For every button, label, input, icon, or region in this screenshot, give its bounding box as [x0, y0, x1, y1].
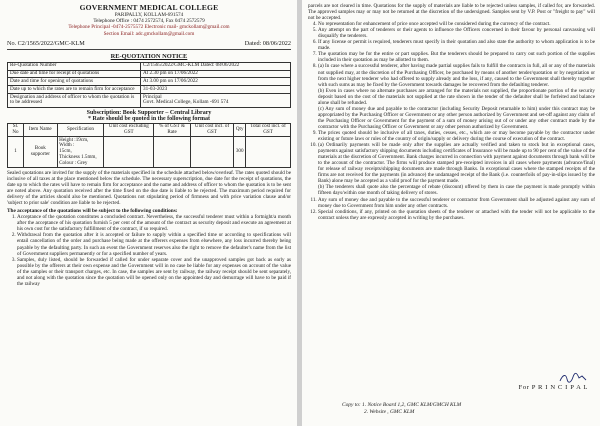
info-label: Due date and time for receipt of quotations — [8, 70, 141, 78]
condition-item — [17, 257, 291, 287]
condition-item — [318, 63, 595, 130]
info-label: Designation and address of officer to whom the quotation is to be addressed — [8, 94, 141, 108]
quotation-info-table — [7, 62, 291, 108]
rate-format-line: * Rate should be quoted in the following format — [87, 115, 210, 122]
column-header: Total cost incl. of GST — [246, 123, 291, 136]
condition-item — [318, 51, 595, 63]
column-header: Qty — [234, 123, 246, 136]
cell-unit-cost-excl — [104, 137, 154, 168]
copy-to-line-2: 2. Website , GMC KLM — [364, 408, 415, 415]
cell-total-cost — [246, 137, 291, 168]
copy-to-block — [342, 402, 461, 415]
condition-text: (b) The tenderers shall quote also the percentage of rebate (discount) offered by them in case the payment is made promptly within fifteen days/within one month of taking delivery of stores. — [318, 184, 595, 197]
supply-line: Subscription: Book Supporter – Central Library — [86, 109, 212, 116]
column-header: % of GST & Rate — [154, 123, 190, 136]
info-row — [8, 86, 291, 94]
condition-text: 2. Withdrawal from the quotation after it is accepted or failure to supply within a specified time or according to specifications will entail cancellation of the order and purchase being made at the offerers expenses from elsewhere, any loss incurred thereby being payable by the defaulting party. In such an event the Government reserves also the right to remove the defaulter's name from the list of Government suppliers permanently or for a specified number of years. — [17, 232, 291, 257]
samples-continued-paragraph: parcels are not cleared in time. Quotations for the supply of materials are liable to be rejected unless samples, if called for, are forwarded. The approved samples may or may not be returned at the discretion of the undersigned. Samples sent by V.P. Post or "freight to pay" will not be accepted. — [308, 3, 595, 22]
info-label: Date up to which the rates are to remain firm for acceptance — [8, 86, 141, 94]
signature-scrawl — [558, 372, 588, 384]
telephone-principal: Telephone Principal -0474-2575572 Electronic mail- gmckollam@gmail.com — [68, 24, 230, 31]
item-row — [8, 137, 291, 168]
info-value: 31-03-2023 — [141, 86, 291, 94]
footer — [302, 366, 600, 426]
condition-text: 7. The quotation may be for the entire or part supplies. But the tenderers should be prepared to carry out such portion of the supplies included in their quotation as may be allotted to them. — [318, 51, 595, 64]
intro-paragraph: Sealed quotations are invited for the supply of the materials specified in the schedule attached below/overleaf. The rates quoted should be inclusive of all taxes at the place mentioned below the schedule. The necessary superscription, due date for the receipt of quotations, the date up to which the rates will have to remain firm for acceptance and the name and address of officer to whom the quotation is to be sent are noted above. Any quotation received after the time fixed on the due date is liable to be rejected. The maximum period required for delivery of the articles should also be mentioned. Quotations not stipulating period of firmness and with price variation clause and/or 'subject to prior sale' condition are liable to be rejected. — [7, 170, 291, 207]
condition-text: 6. If any license or permit is required, tenderers must specify in their quotation and also state the authority to whom application is to be made. — [318, 39, 595, 52]
info-value: At 2.30 pm on 17/06/2022 — [141, 70, 291, 78]
spec-line: Thickness 1.5mm, — [59, 153, 97, 160]
reference-row — [7, 40, 291, 50]
college-address: PARIPALLY, KOLLAM-691574 — [114, 12, 184, 18]
conditions-list-left — [7, 214, 291, 287]
condition-item — [318, 130, 595, 142]
cell-gst-rate — [154, 137, 190, 168]
condition-text: 10. (a) Ordinarily payments will be made only after the supplies are actually verified and taken to stock but in exceptional cases, payments against satisfactory shipping documents including certificates of Insurance will be made up to 90 per cent of the value of the materials at the discretion of Government. Bank charges incurred in connection with payment against documents through bank will be to the account of the contractor. The firms will produce stamped pre-receipted invoices in all cases where payments (advance/final) for release of railway receipts/shipping documents are made through Banks. In exceptional cases where the stamped receipts of the firms are not received for the payments (in advance) the undamaged receipt of the Bank (i.e. counterfoils of pay-in-slips issued by the Bank) alone may be accepted as a valid proof for the payment made. — [318, 142, 595, 185]
notice-title: RE-QUOTATION NOTICE — [110, 52, 188, 60]
info-value: C2/1565/2022/GMC-KLM Dated: 08/06/2022 — [141, 62, 291, 70]
column-header: Unit cost excluding GST — [104, 123, 154, 136]
telephone-office: Telephone Office : 0474 2572574, Fax 0474 2572579 — [93, 18, 205, 25]
condition-item — [318, 27, 595, 39]
signature-block — [519, 372, 588, 391]
conditions-list-right — [308, 21, 595, 221]
signature-designation: For P R I N C I P A L — [518, 384, 588, 391]
column-header: Item Name — [23, 123, 57, 136]
condition-text: 8. (a) In case where a successful tenderer, after having made partial supplies fails to fulfill the contracts in full, all or any of the materials not supplied may, at the discretion of the Purchasing Officer, be purchased by means of another tender/quotation or by negotiation or from the next higher tenderer who had offered to supply already and the loss, if any, caused to the Government shall thereby together with such sums as may be fixed by the Government towards damages be recovered from the defaulting tenderer. — [318, 63, 595, 88]
conditions-heading: The acceptance of the quotations will be subject to the following conditions: — [7, 208, 178, 215]
condition-text: (b) Even in cases where no alternate purchases are arranged for the materials not supplied, the proportionate portion of the security deposit based on the cost of the materials not supplied at the rate shown in the tender of the defaulter shall be forfeited and balance alone shall be refunded. — [318, 87, 595, 106]
spec-line: Height :19cm, Width : — [59, 136, 89, 149]
condition-item — [17, 214, 291, 232]
issue-date: Dated: 08/06/2022 — [244, 39, 291, 47]
info-row — [8, 94, 291, 108]
cell-specification — [57, 137, 104, 168]
file-number: No. C2/1565/2022/GMC-KLM — [7, 39, 85, 47]
info-row — [8, 70, 291, 78]
condition-text: 9. The prices quoted should be inclusive of all taxes, duties, cesses, etc., which are or may become payable by the contractor under existing or future laws or rules of the country of origin/supply or delivery during the course of execution of the contract. — [318, 129, 595, 143]
condition-text: 3. Samples, duly listed, should be forwarded if called for under separate cover and the unapproved samples got back as early as possible by the offerers at their own expense and the Government will in no case be liable for any expenses on account of the value of the samples or their transport charges, etc. In case, the samples are sent by railway, the railway receipt should be sent separately, and not along with the quotation since the quotation will be opened only on the appointed day and demurrage will have to be paid if the railway — [17, 256, 291, 287]
cell-item-name: Book supporter — [23, 137, 57, 168]
column-header: Specification — [57, 123, 104, 136]
cell-qty: 300 — [234, 137, 246, 168]
info-row — [8, 78, 291, 86]
info-value: At 3.00 pm on 17/06/2022 — [141, 78, 291, 86]
condition-item — [17, 232, 291, 256]
document-page-1 — [0, 0, 297, 426]
condition-item — [318, 209, 595, 221]
condition-item — [318, 197, 595, 209]
spec-line: 15cm, — [59, 148, 72, 155]
info-value: Principal Govt. Medical College, Kollam -691 574 — [141, 94, 291, 108]
condition-text: 12. Special conditions, if any, printed on the quotation sheets of the tenderer or attached with the tender will not be applicable to the contract unless they are expressly accepted in writing by the purchases. — [318, 208, 595, 221]
document-page-2 — [302, 0, 600, 426]
column-header: Sl. No — [8, 123, 24, 136]
items-table — [7, 123, 291, 168]
condition-text: 4. No representation for enhancement of price once accepted will be considered during the currency of the contract. — [318, 21, 551, 28]
column-header: Unit cost incl. of GST — [190, 123, 234, 136]
condition-item — [318, 39, 595, 51]
condition-text: 11. Any sum of money due and payable to the successful tenderer or contractor from Government shall be adjusted against any sum of money due to Government from him under any other contracts. — [318, 196, 595, 209]
condition-item — [318, 142, 595, 196]
condition-text: (c) Any sum of money due and payable to the contractor (including Security Deposit returnable to him) under this contract may be appropriated by the Purchasing Officer or Government or any other person authorized by Government and set-off against any claim of the Purchasing Officer or Government for the payment of a sum of money arising out of or under any other contract made by the contractor with the Purchasing Officer or Government or any other person authorized by Government. — [318, 105, 595, 130]
cell-sl-no: 1 — [8, 137, 24, 168]
info-label: Date and time for opening of quotations — [8, 78, 141, 86]
condition-text: 1. Acceptance of the quotation constitutes a concluded contract. Nevertheless, the successful tenderer must within a fortnight/a month after the acceptance of his quotation furnish 5 per cent of the amount of the contract as security deposit and execute an agreement at his own cost for the satisfactory fulfillment of the contract, if so required. — [17, 214, 291, 233]
condition-text: 5. Any attempt on the part of tenderers or their agents to influence the Officers concerned in their favour by personal canvassing will disqualify the tenderers. — [318, 27, 595, 40]
college-name: GOVERNMENT MEDICAL COLLEGE — [79, 3, 219, 12]
section-email: Section Email: adc.gmckollam@gmail.com — [103, 30, 195, 37]
letterhead — [7, 3, 291, 37]
cell-unit-cost-incl — [190, 137, 234, 168]
supply-heading — [7, 110, 291, 122]
spec-line: Colour : Grey — [59, 159, 88, 166]
info-label: Re-Quotation Number — [8, 62, 141, 70]
info-row — [8, 62, 291, 70]
copy-to-line-1: Copy to: 1. Notice Board 1,2, GMC KLM/GMCH KLM — [342, 402, 462, 408]
